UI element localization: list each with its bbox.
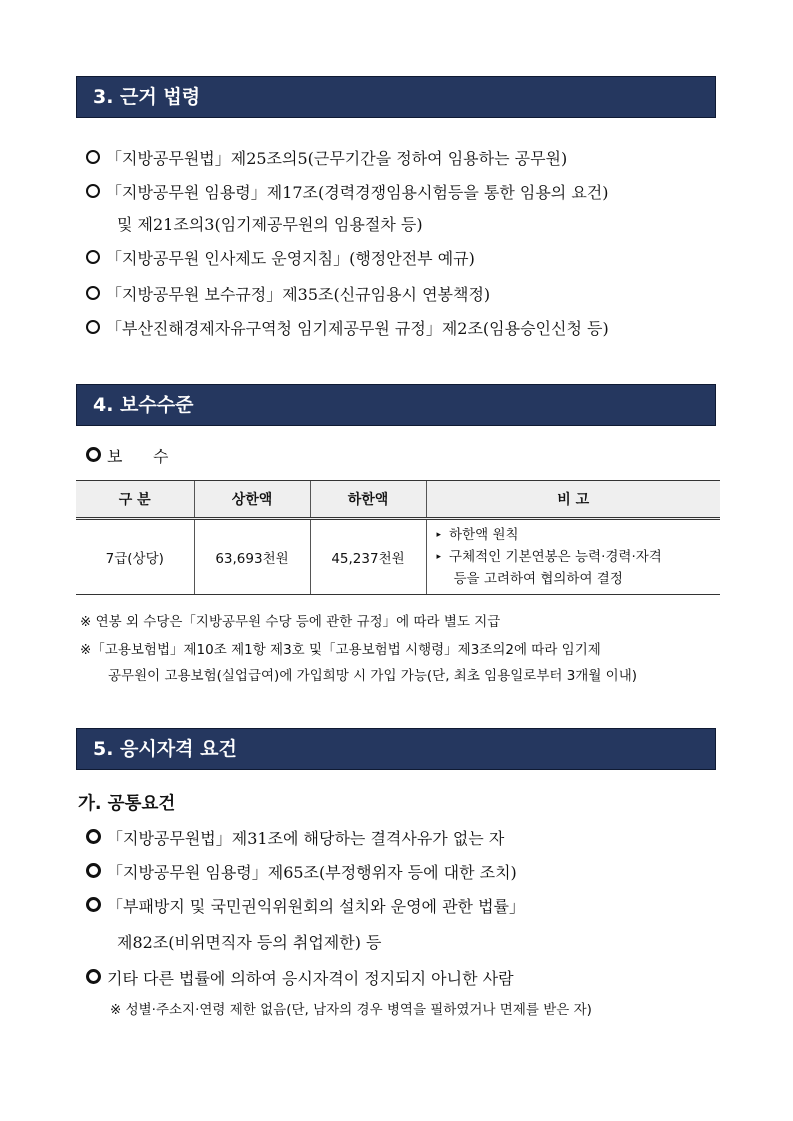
list-item [86,966,726,989]
list-item [86,826,726,849]
list-item-text: 「지방공무원법」제31조에 해당하는 결격사유가 없는 자 [107,829,505,848]
footnote: ※ 성별·주소지·연령 제한 없음(단, 남자의 경우 병역을 필하였거나 면제를 받은 자) [110,1002,592,1018]
list-item [86,282,726,305]
list-item [86,894,726,917]
list-item [86,316,726,339]
list-item-text: 「지방공무원 임용령」제17조(경력경쟁임용시험등을 통한 임용의 요건) [106,183,609,202]
bullet-circle-icon [86,897,101,912]
lower-limit-cell: 45,237천원 [310,519,426,595]
bullet-circle-icon [86,829,101,844]
column-header: 상한액 [194,481,310,519]
list-item [86,860,726,883]
remark-line [437,524,720,546]
list-item [86,246,726,269]
list-item [86,444,726,467]
list-item-text: 기타 다른 법률에 의하여 응시자격이 정지되지 아니한 사람 [107,969,514,988]
column-header: 비 고 [426,481,720,519]
list-item-text: 「지방공무원 임용령」제65조(부정행위자 등에 대한 조치) [107,863,517,882]
remarks-cell [426,519,720,595]
list-item-continuation: 및 제21조의3(임기제공무원의 임용절차 등) [117,215,423,234]
table-header-row [76,481,720,519]
section-5-title: 5. 응시자격 요건 [76,728,716,770]
list-item-text: 「부산진해경제자유구역청 임기제공무원 규정」제2조(임용승인신청 등) [106,319,609,338]
column-header: 구 분 [76,481,194,519]
list-item [86,180,726,203]
bullet-circle-icon [86,969,101,984]
grade-cell: 7급(상당) [76,519,194,595]
triangle-bullet-icon: ▸ [436,530,442,540]
list-item-text: 보 수 [107,447,169,466]
list-item-text: 「지방공무원 인사제도 운영지침」(행정안전부 예규) [106,249,475,268]
subheading: 가. 공통요건 [78,794,176,814]
list-item-text: 「지방공무원 보수규정」제35조(신규임용시 연봉책정) [106,285,491,304]
bullet-circle-icon [86,320,100,334]
remark-text: 구체적인 기본연봉은 능력·경력·자격 [449,549,662,565]
bullet-circle-icon [86,863,101,878]
list-item-text: 「지방공무원법」제25조의5(근무기간을 정하여 임용하는 공무원) [106,149,568,168]
list-item [86,146,726,169]
list-item-text: 「부패방지 및 국민권익위원회의 설치와 운영에 관한 법률」 [107,897,526,916]
bullet-circle-icon [86,286,100,300]
remark-text: 하한액 원칙 [449,527,519,543]
section-4-title: 4. 보수수준 [76,384,716,426]
column-header: 하한액 [310,481,426,519]
remark-line: 등을 고려하여 협의하여 결정 [453,571,623,587]
section-3-title: 3. 근거 법령 [76,76,716,118]
footnote-continuation: 공무원이 고용보험(실업급여)에 가입희망 시 가입 가능(단, 최초 임용일로부터 3개월 이내) [108,668,638,684]
footnote: ※「고용보험법」제10조 제1항 제3호 및「고용보험법 시행령」제3조의2에 따라 임기제 [80,642,601,658]
bullet-circle-icon [86,447,101,462]
table-row [76,519,720,595]
remark-line [437,546,720,568]
triangle-bullet-icon: ▸ [436,552,442,562]
bullet-circle-icon [86,184,100,198]
bullet-circle-icon [86,250,100,264]
list-item-continuation: 제82조(비위면직자 등의 취업제한) 등 [117,933,382,952]
bullet-circle-icon [86,150,100,164]
upper-limit-cell: 63,693천원 [194,519,310,595]
footnote: ※ 연봉 외 수당은「지방공무원 수당 등에 관한 규정」에 따라 별도 지급 [80,614,501,630]
salary-table [76,480,720,595]
